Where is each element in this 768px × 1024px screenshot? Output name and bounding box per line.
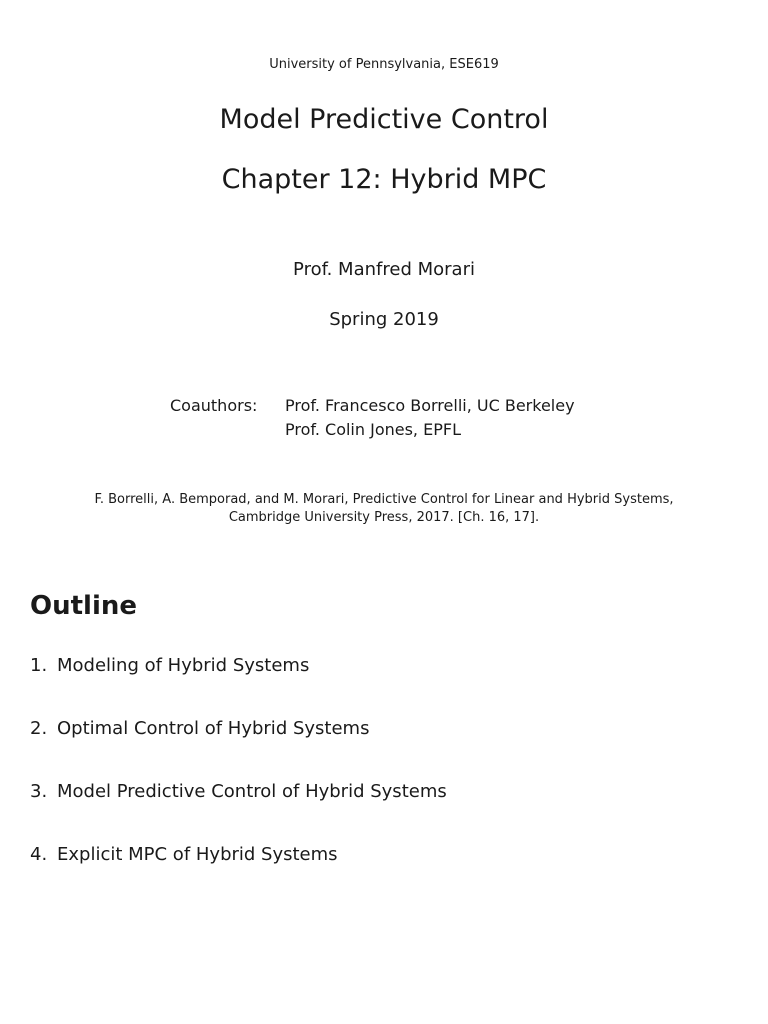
outline-item-number: 2. <box>30 718 48 739</box>
outline-item <box>30 781 447 844</box>
coauthor-name: Prof. Francesco Borrelli, UC Berkeley <box>285 396 575 415</box>
coauthors-list <box>285 394 575 442</box>
term-label: Spring 2019 <box>329 309 439 330</box>
reference-line: Cambridge University Press, 2017. [Ch. 16, 17]. <box>228 510 540 525</box>
professor-name: Prof. Manfred Morari <box>293 259 475 280</box>
outline-item <box>30 718 447 781</box>
outline-item-number: 3. <box>30 781 48 802</box>
reference-line: F. Borrelli, A. Bemporad, and M. Morari, Predictive Control for Linear and Hybrid Systems, <box>94 492 674 507</box>
chapter-title: Chapter 12: Hybrid MPC <box>221 164 547 195</box>
outline-item-number: 1. <box>30 655 48 676</box>
outline-list <box>30 655 447 907</box>
outline-item-number: 4. <box>30 844 48 865</box>
page-title: Model Predictive Control <box>219 104 549 135</box>
outline-item-label: Optimal Control of Hybrid Systems <box>57 718 370 739</box>
outline-item-label: Modeling of Hybrid Systems <box>57 655 310 676</box>
outline-item-label: Explicit MPC of Hybrid Systems <box>57 844 338 865</box>
outline-item <box>30 844 447 907</box>
coauthors-label: Coauthors: <box>170 396 258 415</box>
outline-item-label: Model Predictive Control of Hybrid Systems <box>57 781 447 802</box>
coauthor-name: Prof. Colin Jones, EPFL <box>285 420 461 439</box>
university-line: University of Pennsylvania, ESE619 <box>269 57 499 72</box>
outline-heading: Outline <box>30 591 138 621</box>
outline-item <box>30 655 447 718</box>
reference-citation <box>0 491 768 527</box>
